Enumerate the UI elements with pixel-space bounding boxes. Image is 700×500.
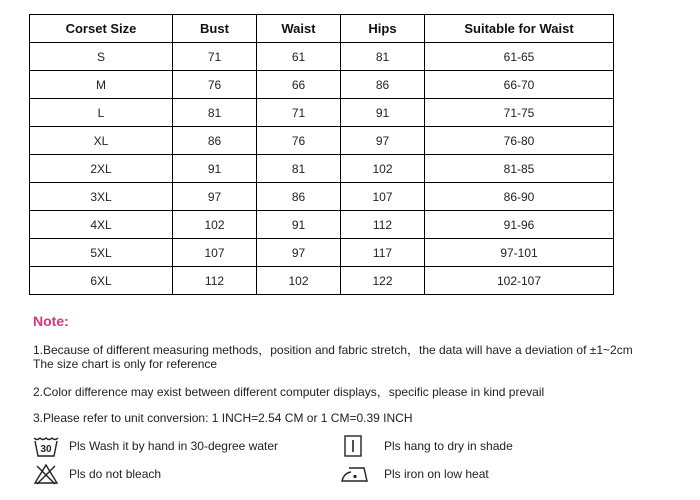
- cell-hips: 102: [341, 155, 425, 183]
- cell-waist: 102: [257, 267, 341, 295]
- care-iron: [340, 463, 489, 485]
- table-row: [30, 183, 614, 211]
- table-row: [30, 127, 614, 155]
- table-row: [30, 99, 614, 127]
- cell-suitable-waist: 81-85: [425, 155, 614, 183]
- cell-bust: 81: [173, 99, 257, 127]
- header-bust: Bust: [173, 15, 257, 43]
- cell-bust: 107: [173, 239, 257, 267]
- cell-size: 5XL: [30, 239, 173, 267]
- table-row: [30, 71, 614, 99]
- cell-size: XL: [30, 127, 173, 155]
- cell-size: 3XL: [30, 183, 173, 211]
- hand-wash-icon: [33, 435, 59, 457]
- cell-waist: 91: [257, 211, 341, 239]
- care-bleach-text: Pls do not bleach: [69, 467, 162, 481]
- no-bleach-icon: [33, 463, 59, 485]
- cell-hips: 97: [341, 127, 425, 155]
- cell-waist: 86: [257, 183, 341, 211]
- cell-waist: 61: [257, 43, 341, 71]
- table-row: [30, 267, 614, 295]
- cell-waist: 81: [257, 155, 341, 183]
- cell-bust: 86: [173, 127, 257, 155]
- cell-suitable-waist: 76-80: [425, 127, 614, 155]
- cell-bust: 76: [173, 71, 257, 99]
- care-hang-text: Pls hang to dry in shade: [384, 439, 513, 453]
- cell-suitable-waist: 97-101: [425, 239, 614, 267]
- note-title: Note:: [33, 313, 69, 329]
- cell-size: S: [30, 43, 173, 71]
- hang-dry-icon: [344, 435, 362, 457]
- cell-waist: 66: [257, 71, 341, 99]
- iron-low-heat-icon: [340, 463, 370, 485]
- cell-bust: 71: [173, 43, 257, 71]
- cell-size: 6XL: [30, 267, 173, 295]
- cell-bust: 97: [173, 183, 257, 211]
- wash-temperature: 30: [40, 444, 52, 455]
- cell-waist: 76: [257, 127, 341, 155]
- note-line-3: 3.Please refer to unit conversion: 1 INCH=2.54 CM or 1 CM=0.39 INCH: [33, 411, 413, 425]
- cell-hips: 107: [341, 183, 425, 211]
- cell-hips: 117: [341, 239, 425, 267]
- cell-suitable-waist: 71-75: [425, 99, 614, 127]
- cell-size: L: [30, 99, 173, 127]
- table-row: [30, 155, 614, 183]
- cell-hips: 86: [341, 71, 425, 99]
- header-corset-size: Corset Size: [30, 15, 173, 43]
- care-wash-text: Pls Wash it by hand in 30-degree water: [69, 439, 278, 453]
- cell-suitable-waist: 91-96: [425, 211, 614, 239]
- cell-hips: 112: [341, 211, 425, 239]
- cell-waist: 71: [257, 99, 341, 127]
- header-hips: Hips: [341, 15, 425, 43]
- cell-suitable-waist: 86-90: [425, 183, 614, 211]
- cell-suitable-waist: 66-70: [425, 71, 614, 99]
- cell-waist: 97: [257, 239, 341, 267]
- cell-bust: 91: [173, 155, 257, 183]
- cell-bust: 102: [173, 211, 257, 239]
- care-wash: [33, 435, 278, 457]
- cell-size: 4XL: [30, 211, 173, 239]
- note-line-1b: The size chart is only for reference: [33, 357, 218, 371]
- care-iron-text: Pls iron on low heat: [384, 467, 489, 481]
- cell-suitable-waist: 61-65: [425, 43, 614, 71]
- cell-size: 2XL: [30, 155, 173, 183]
- header-waist: Waist: [257, 15, 341, 43]
- cell-suitable-waist: 102-107: [425, 267, 614, 295]
- table-header-row: [30, 15, 614, 43]
- table-row: [30, 239, 614, 267]
- table-row: [30, 43, 614, 71]
- cell-hips: 81: [341, 43, 425, 71]
- table-row: [30, 211, 614, 239]
- care-hang: [344, 435, 513, 457]
- cell-bust: 112: [173, 267, 257, 295]
- size-table: [29, 14, 614, 295]
- note-line-1: 1.Because of different measuring methods，position and fabric stretch，the data will have a deviation of ±1~2cm: [33, 343, 633, 357]
- cell-size: M: [30, 71, 173, 99]
- cell-hips: 91: [341, 99, 425, 127]
- header-suitable-waist: Suitable for Waist: [425, 15, 614, 43]
- note-line-2: 2.Color difference may exist between different computer displays，specific please in kind prevail: [33, 385, 545, 399]
- cell-hips: 122: [341, 267, 425, 295]
- care-bleach: [33, 463, 161, 485]
